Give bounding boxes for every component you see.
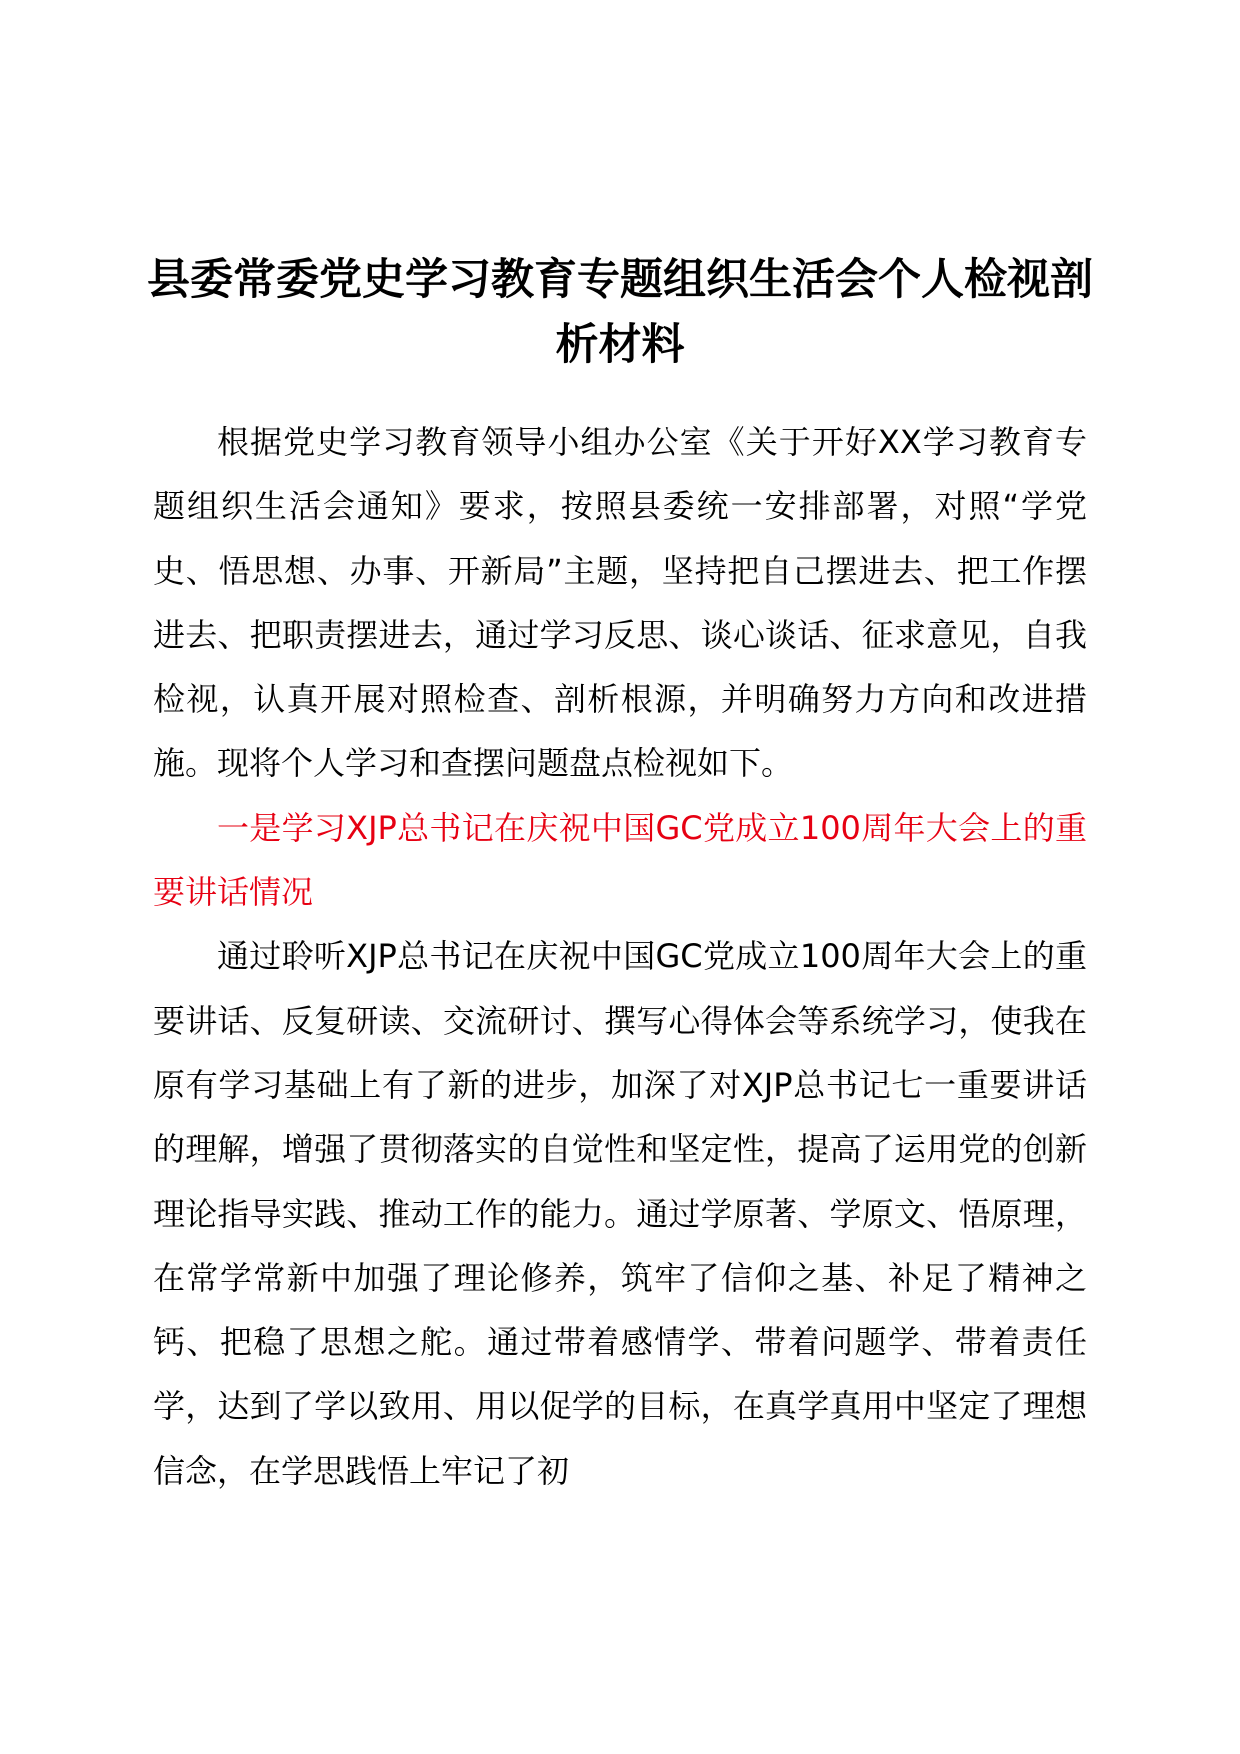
document-title: 县委常委党史学习教育专题组织生活会个人检视剖析材料 [147, 255, 1093, 370]
section-1-paragraph: 通过聆听XJP总书记在庆祝中国GC党成立100周年大会上的重要讲话、反复研读、交流研讨、撰写心得体会等系统学习，使我在原有学习基础上有了新的进步，加深了对XJP总书记七一重要讲话的理解，增强了贯彻落实的自觉性和坚定性，提高了运用党的创新理论指导实践、推动工作的能力。通过学原著、学原文、悟原理，在常学常新中加强了理论修养，筑牢了信仰之基、补足了精神之钙、把稳了思想之舵。通过带着感情学、带着问题学、带着责任学，达到了学以致用、用以促学的目标，在真学真用中坚定了理想信念，在学思践悟上牢记了初 [153, 937, 1087, 1490]
document-body [153, 410, 1087, 1503]
section-heading-1: 一是学习XJP总书记在庆祝中国GC党成立100周年大会上的重要讲话情况 [153, 808, 1087, 912]
intro-paragraph: 根据党史学习教育领导小组办公室《关于开好XX学习教育专题组织生活会通知》要求，按照县委统一安排部署，对照“学党史、悟思想、办事、开新局”主题，坚持把自己摆进去、把工作摆进去、把职责摆进去，通过学习反思、谈心谈话、征求意见，自我检视，认真开展对照检查、剖析根源，并明确努力方向和改进措施。现将个人学习和查摆问题盘点检视如下。 [153, 423, 1087, 783]
